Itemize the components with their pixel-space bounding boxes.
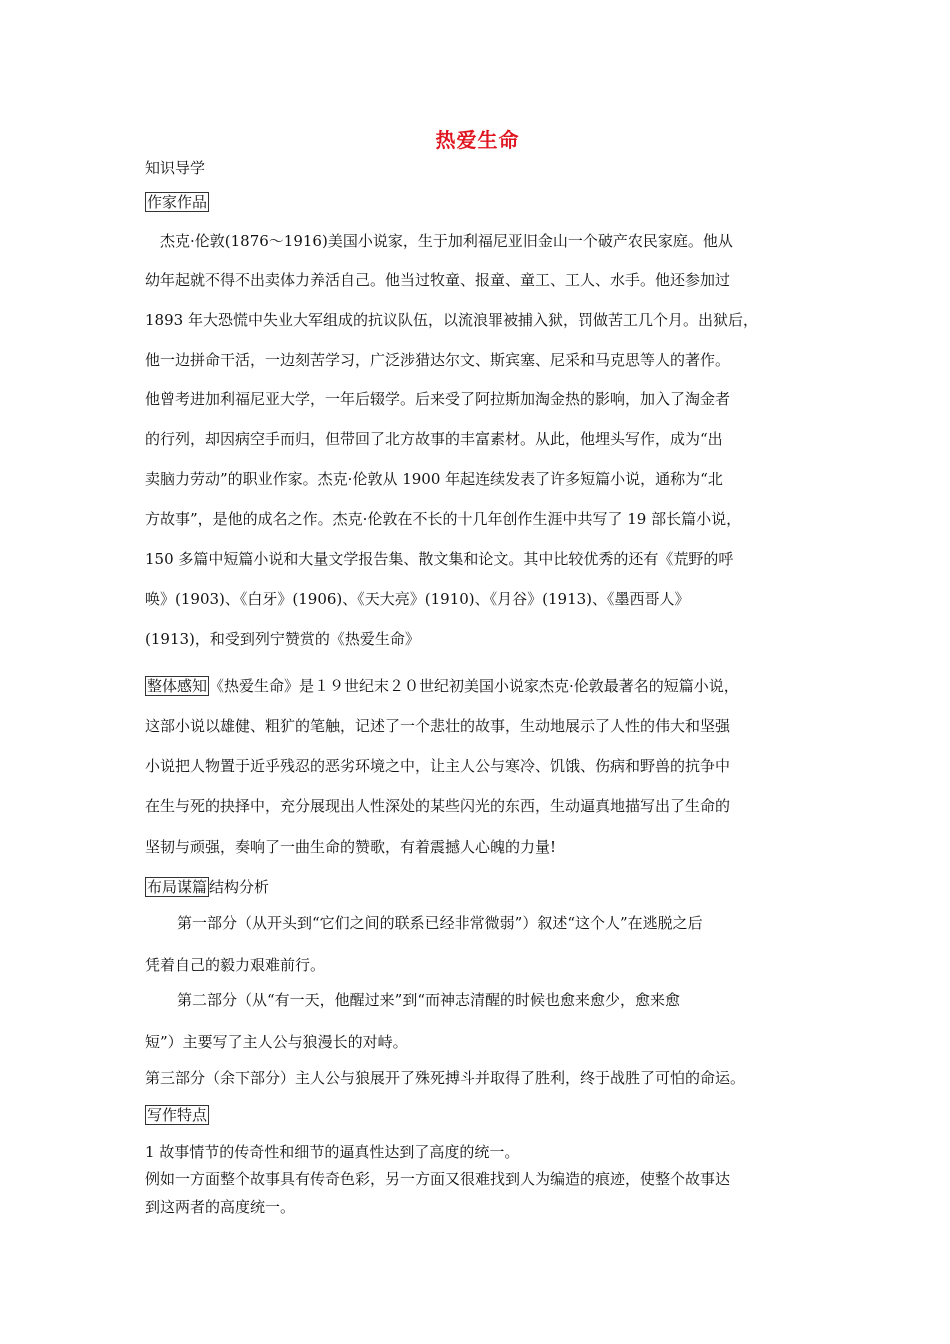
paragraph-line: 卖脑力劳动”的职业作家。杰克·伦敦从 1900 年起连续发表了许多短篇小说，通称为“北: [145, 470, 723, 488]
writing-heading: [145, 1105, 209, 1125]
author-work-heading: [145, 192, 209, 212]
page-title: 热爱生命: [435, 128, 520, 152]
paragraph-line: 这部小说以雄健、粗犷的笔触，记述了一个悲壮的故事，生动地展示了人性的伟大和坚强: [145, 717, 731, 735]
paragraph-line: 第一部分（从开头到“它们之间的联系已经非常微弱”）叙述“这个人”在逃脱之后: [177, 914, 703, 932]
overview-text: 《热爱生命》是１９世纪末２０世纪初美国小说家杰克·伦敦最著名的短篇小说，: [209, 677, 739, 695]
paragraph-line: 唤》(1903)、《白牙》(1906)、《天大亮》(1910)、《月谷》(1913)、《墨西哥人》: [145, 590, 690, 608]
author-work-label: 作家作品: [147, 193, 208, 211]
structure-heading: [145, 877, 269, 897]
overview-line-first: [145, 676, 739, 696]
paragraph-line: 幼年起就不得不出卖体力养活自己。他当过牧童、报童、童工、工人、水手。他还参加过: [145, 271, 731, 289]
paragraph-line: (1913)，和受到列宁赞赏的《热爱生命》: [145, 630, 420, 648]
section-guide-heading: 知识导学: [145, 159, 206, 177]
paragraph-line: 1893 年大恐慌中失业大军组成的抗议队伍，以流浪罪被捕入狱，罚做苦工几个月。出狱后，: [145, 311, 758, 329]
paragraph-line: 短”）主要写了主人公与狼漫长的对峙。: [145, 1033, 408, 1051]
writing-label: 写作特点: [147, 1106, 208, 1124]
structure-suffix: 结构分析: [209, 878, 270, 896]
paragraph-line: 凭着自己的毅力艰难前行。: [145, 956, 326, 974]
paragraph-line: 方故事”，是他的成名之作。杰克·伦敦在不长的十几年创作生涯中共写了 19 部长篇小说，: [145, 510, 742, 528]
paragraph-line: 150 多篇中短篇小说和大量文学报告集、散文集和论文。其中比较优秀的还有《荒野的呼: [145, 550, 734, 568]
paragraph-line: 例如一方面整个故事具有传奇色彩，另一方面又很难找到人为编造的痕迹，使整个故事达: [145, 1170, 731, 1188]
paragraph-line: 坚韧与顽强，奏响了一曲生命的赞歌，有着震撼人心魄的力量!: [145, 838, 557, 856]
paragraph-line: 在生与死的抉择中，充分展现出人性深处的某些闪光的东西，生动逼真地描写出了生命的: [145, 797, 731, 815]
overview-label: 整体感知: [147, 677, 208, 695]
paragraph-line: 第三部分（余下部分）主人公与狼展开了殊死搏斗并取得了胜利，终于战胜了可怕的命运。: [145, 1069, 746, 1087]
paragraph-line: 到这两者的高度统一。: [145, 1198, 296, 1216]
paragraph-line: 他曾考进加利福尼亚大学，一年后辍学。后来受了阿拉斯加淘金热的影响，加入了淘金者: [145, 390, 731, 408]
paragraph-line: 的行列，却因病空手而归，但带回了北方故事的丰富素材。从此，他埋头写作，成为“出: [145, 430, 723, 448]
paragraph-line: 他一边拼命干活，一边刻苦学习，广泛涉猎达尔文、斯宾塞、尼采和马克思等人的著作。: [145, 351, 731, 369]
structure-label: 布局谋篇: [147, 878, 208, 896]
paragraph-line: 1 故事情节的传奇性和细节的逼真性达到了高度的统一。: [145, 1143, 520, 1161]
paragraph-line: 小说把人物置于近乎残忍的恶劣环境之中，让主人公与寒冷、饥饿、伤病和野兽的抗争中: [145, 757, 731, 775]
paragraph-line: 第二部分（从“有一天，他醒过来”到“而神志清醒的时候也愈来愈少，愈来愈: [177, 991, 681, 1009]
paragraph-line: 杰克·伦敦(1876～1916)美国小说家，生于加利福尼亚旧金山一个破产农民家庭。他从: [160, 232, 733, 250]
